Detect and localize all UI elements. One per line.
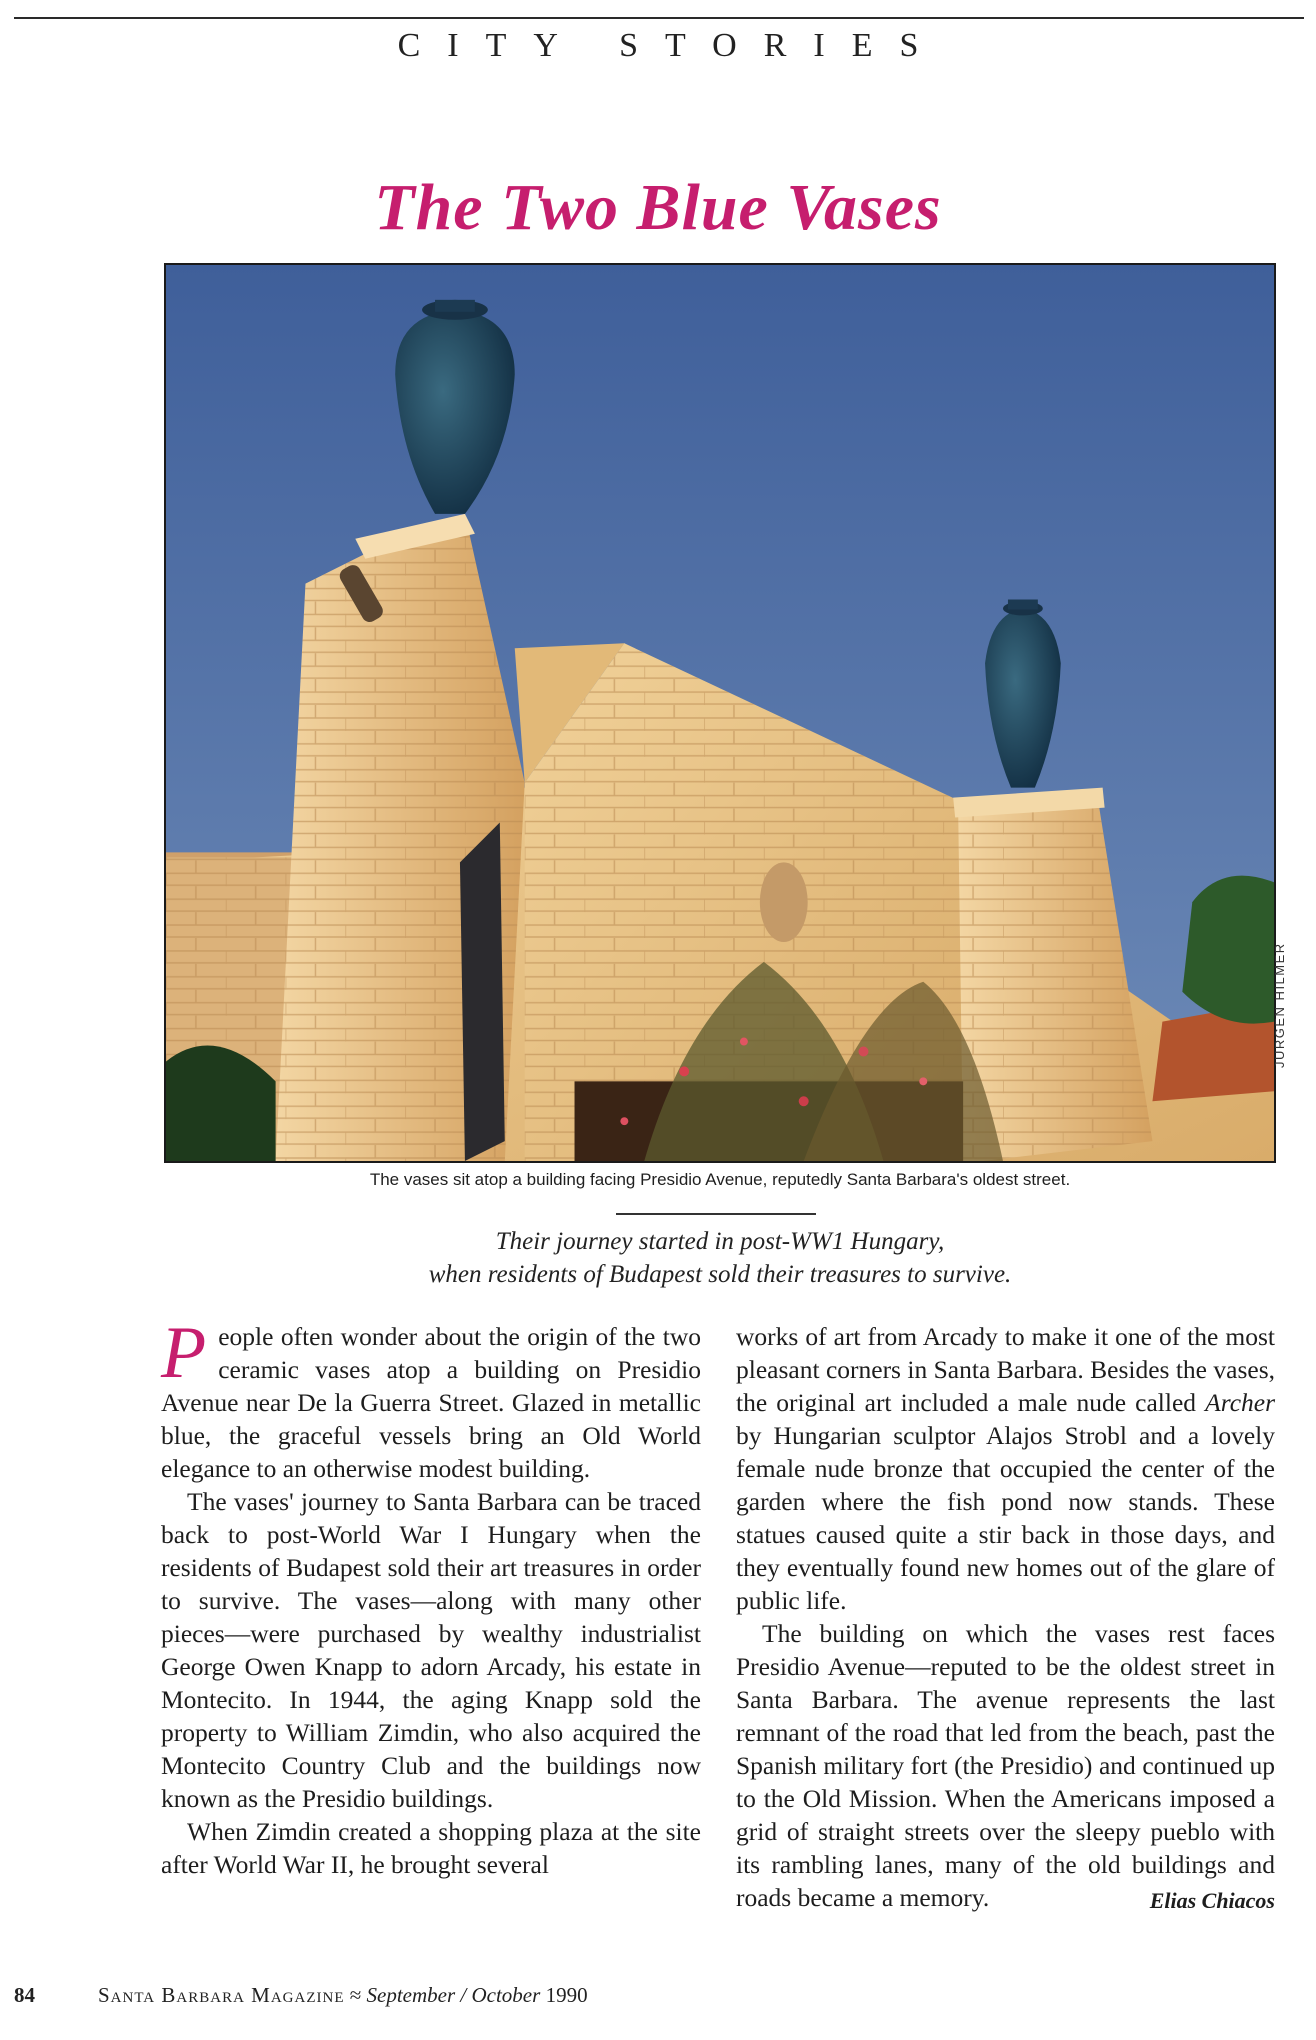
article-title: The Two Blue Vases (374, 171, 942, 244)
paragraph-4 (736, 1320, 1275, 1617)
section-label: CITY STORIES (397, 27, 946, 64)
paragraph-4-text-b: by Hungarian sculptor Alajos Strobl and a lovely female nude bronze that occupied the center of the garden where the fish pond now stands. These statues caused quite a stir back in those days, and they eventually found new homes out of the glare of public life. (736, 1421, 1275, 1615)
article-photo (164, 263, 1276, 1163)
paragraph-1 (161, 1312, 701, 1485)
vases-building-illustration (166, 265, 1274, 1161)
footer-separator: ≈ (349, 1983, 362, 2007)
article-deck (300, 1225, 1140, 1291)
artwork-title: Archer (1205, 1388, 1276, 1417)
deck-rule (616, 1213, 816, 1215)
paragraph-5-text: The building on which the vases rest faces Presidio Avenue—reputed to be the oldest street in Santa Barbara. The avenue represents the last remnant of the road that led from the beach, past the Spanish military fort (the Presidio) and continued up to the Old Mission. When the Americans imposed a grid of straight streets over the sleepy pueblo with its rambling lanes, many of the old buildings and roads became a memory. (736, 1619, 1275, 1912)
deck-line-2: when residents of Budapest sold their treasures to survive. (428, 1261, 1012, 1288)
paragraph-3: When Zimdin created a shopping plaza at the site after World War II, he brought several (161, 1817, 701, 1879)
column-left (161, 1312, 701, 1881)
magazine-name: Santa Barbara Magazine (98, 1983, 345, 2007)
page-number: 84 (14, 1983, 35, 2007)
byline: Elias Chiacos (1149, 1888, 1275, 1913)
paragraph-2: The vases' journey to Santa Barbara can be traced back to post-World War I Hungary when the residents of Budapest sold their art treasures in order to survive. The vases—along with many other pieces—were purchased by wealthy industrialist George Owen Knapp to adorn Arcady, his estate in Montecito. In 1944, the aging Knapp sold the property to William Zimdin, who also acquired the Montecito Country Club and the buildings now known as the Presidio buildings. (161, 1487, 701, 1813)
paragraph-5 (736, 1617, 1275, 1914)
footer-line (98, 1983, 588, 2008)
issue-months: September / October (366, 1983, 541, 2007)
paragraph-1-text: eople often wonder about the origin of the two ceramic vases atop a building on Presidio Avenue near De la Guerra Street. Glazed in metallic blue, the graceful vessels bring an Old World elegance to an otherwise modest building. (161, 1322, 701, 1483)
drop-cap: P (161, 1312, 207, 1394)
column-right (736, 1320, 1275, 1917)
photo-credit: JURGEN HILMER (1272, 942, 1287, 1068)
deck-line-1: Their journey started in post-WW1 Hungary, (495, 1228, 945, 1255)
photo-caption: The vases sit atop a building facing Presidio Avenue, reputedly Santa Barbara's oldest street. (369, 1170, 1071, 1189)
issue-year: 1990 (545, 1983, 588, 2007)
paragraph-4-text-a: works of art from Arcady to make it one of the most pleasant corners in Santa Barbara. Besides the vases, the original art included a male nude called (736, 1322, 1275, 1417)
top-rule (14, 17, 1304, 19)
